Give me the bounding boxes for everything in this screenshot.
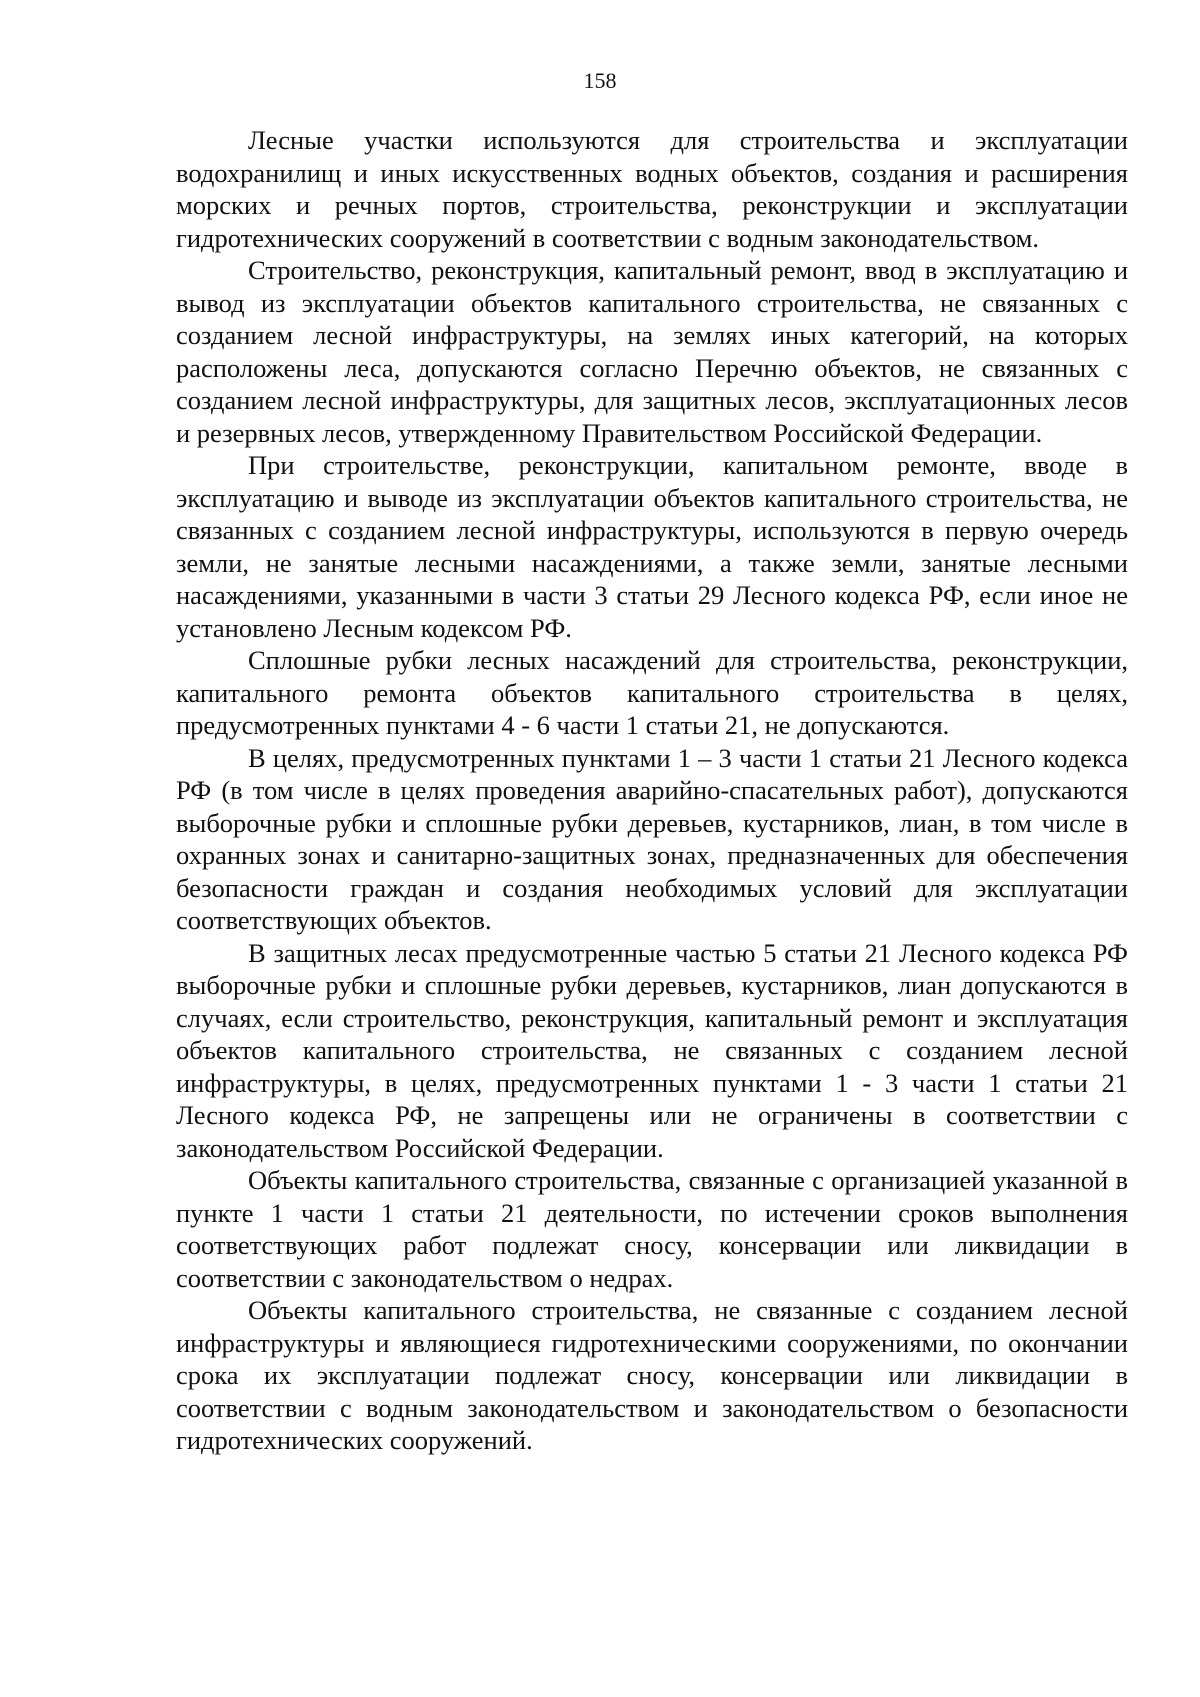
paragraph-land-use-priority: При строительстве, реконструкции, капитальном ремонте, вводе в эксплуатацию и выводе из эксплуатации объектов капитального строительства, не связанных с созданием лесной инфраструктуры, используются в первую очередь земли, не занятые лесными насаждениями, а также земли, занятые лесными насаждениями, указанными в части 3 статьи 29 Лесного кодекса РФ, если иное не установлено Лесным кодексом РФ. <box>176 450 1128 643</box>
paragraph-subsoil-objects: Объекты капитального строительства, связанные с организацией указанной в пункте 1 части 1 статьи 21 деятельности, по истечении сроков выполнения соответствующих работ подлежат сносу, консервации или ликвидации в соответствии с законодательством о недрах. <box>176 1165 1128 1293</box>
paragraph-selective-cutting: В целях, предусмотренных пунктами 1 – 3 части 1 статьи 21 Лесного кодекса РФ (в том числе в целях проведения аварийно-спасательных работ), допускаются выборочные рубки и сплошные рубки деревьев, кустарников, лиан, в том числе в охранных зонах и санитарно-защитных зонах, предназначенных для обеспечения безопасности граждан и создания необходимых условий для эксплуатации соответствующих объектов. <box>176 742 1128 935</box>
paragraph-clear-cutting-ban: Сплошные рубки лесных насаждений для строительства, реконструкции, капитального ремонта объектов капитального строительства в целях, предусмотренных пунктами 4 - 6 части 1 статьи 21, не допускаются. <box>176 645 1128 740</box>
page-number: 158 <box>583 68 617 93</box>
document-body <box>176 124 1128 1457</box>
paragraph-hydrotechnical-objects: Объекты капитального строительства, не связанные с созданием лесной инфраструктуры и являющиеся гидротехническими сооружениями, по окончании срока их эксплуатации подлежат сносу, консервации или ликвидации в соответствии с водным законодательством и законодательством о безопасности гидротехнических сооружений. <box>176 1295 1128 1455</box>
paragraph-water-objects: Лесные участки используются для строительства и эксплуатации водохранилищ и иных искусственных водных объектов, создания и расширения морских и речных портов, строительства, реконструкции и эксплуатации гидротехнических сооружений в соответствии с водным законодательством. <box>176 125 1128 253</box>
paragraph-construction-other-lands: Строительство, реконструкция, капитальный ремонт, ввод в эксплуатацию и вывод из эксплуатации объектов капитального строительства, не связанных с созданием лесной инфраструктуры, на землях иных категорий, на которых расположены леса, допускаются согласно Перечню объектов, не связанных с созданием лесной инфраструктуры, для защитных лесов, эксплуатационных лесов и резервных лесов, утвержденному Правительством Российской Федерации. <box>176 255 1128 448</box>
paragraph-protective-forests: В защитных лесах предусмотренные частью 5 статьи 21 Лесного кодекса РФ выборочные рубки и сплошные рубки деревьев, кустарников, лиан допускаются в случаях, если строительство, реконструкция, капитальный ремонт и эксплуатация объектов капитального строительства, не связанных с созданием лесной инфраструктуры, в целях, предусмотренных пунктами 1 - 3 части 1 статьи 21 Лесного кодекса РФ, не запрещены или не ограничены в соответствии с законодательством Российской Федерации. <box>176 937 1128 1163</box>
